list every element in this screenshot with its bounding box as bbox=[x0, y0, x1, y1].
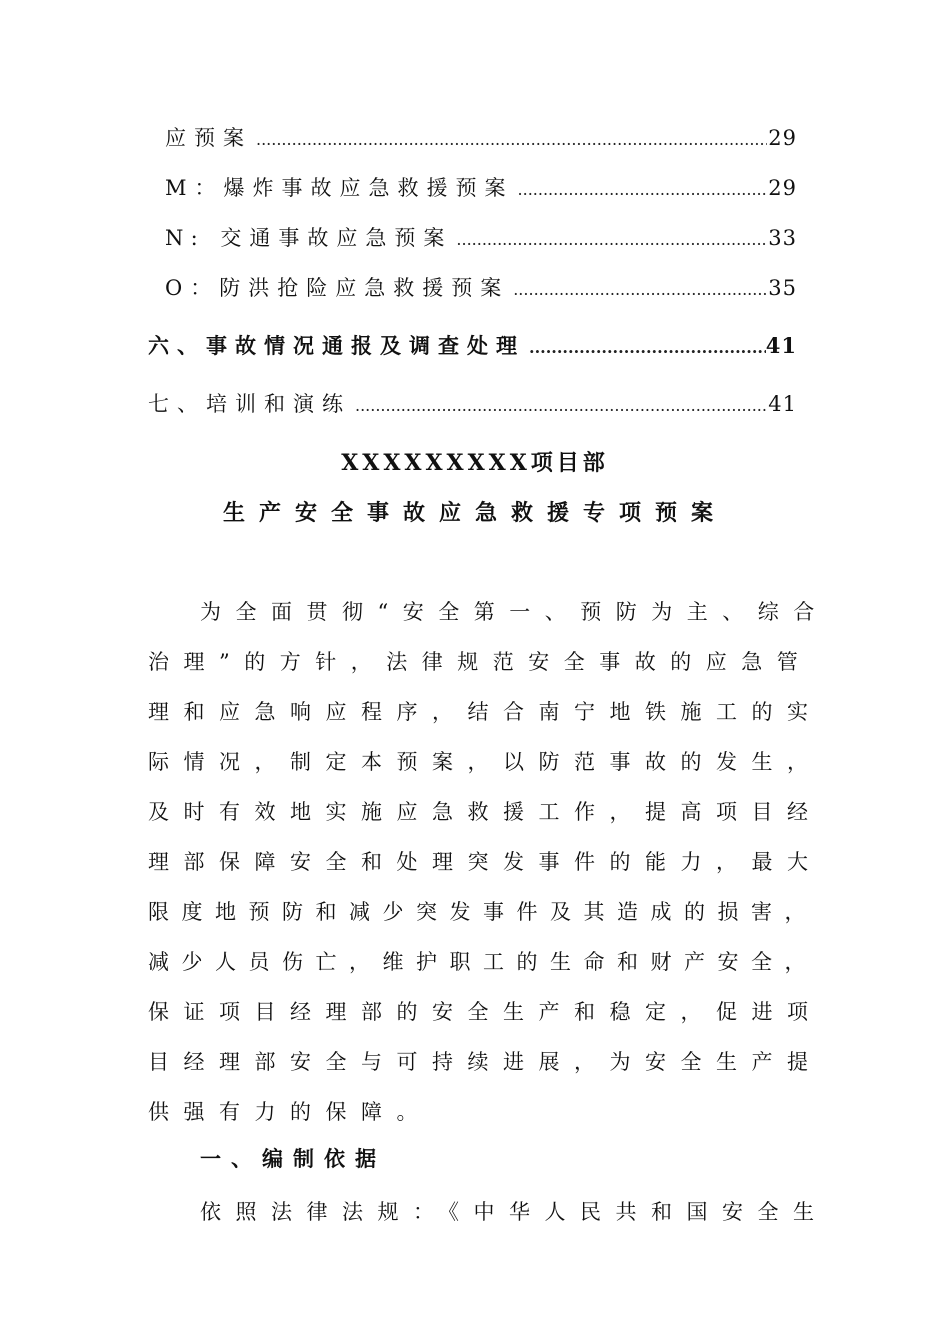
paragraph-line: 理和应急响应程序，结合南宁地铁施工的实 bbox=[148, 700, 823, 724]
section-heading: 一、编制依据 bbox=[200, 1146, 386, 1171]
toc-item[interactable] bbox=[165, 172, 797, 202]
paragraph-line: 治理”的方针，法律规范安全事故的应急管 bbox=[148, 650, 813, 674]
paragraph-line: 为全面贯彻“安全第一、预防为主、综合 bbox=[200, 600, 829, 624]
toc-item-page: 29 bbox=[768, 176, 797, 200]
toc-item-page: 33 bbox=[768, 226, 797, 250]
toc-item-title: M：爆炸事故应急救援预案 bbox=[165, 176, 514, 200]
toc-item-page: 35 bbox=[768, 276, 797, 300]
toc-item-page: 29 bbox=[768, 126, 797, 150]
paragraph-line: 理部保障安全和处理突发事件的能力，最大 bbox=[148, 850, 823, 874]
toc-item-title: N: 交通事故应急预案 bbox=[165, 226, 453, 250]
paragraph-line: 保证项目经理部的安全生产和稳定，促进项 bbox=[148, 1000, 823, 1024]
toc-item[interactable] bbox=[165, 122, 797, 152]
toc-leader-dots bbox=[509, 280, 767, 299]
paragraph-line: 际情况，制定本预案，以防范事故的发生， bbox=[148, 750, 823, 774]
paragraph-line: 及时有效地实施应急救援工作，提高项目经 bbox=[148, 800, 823, 824]
toc-item-page: 41 bbox=[768, 392, 797, 416]
toc-item-title: O：防洪抢险应急救援预案 bbox=[165, 276, 510, 300]
plan-title: 生产安全事故应急救援专项预案 bbox=[222, 500, 727, 526]
toc-item[interactable] bbox=[165, 222, 797, 252]
toc-leader-dots bbox=[525, 338, 766, 357]
toc-item-page: 41 bbox=[765, 333, 797, 358]
toc-item-title: 六、事故情况通报及调查处理 bbox=[148, 333, 525, 358]
paragraph-line: 供强有力的保障。 bbox=[148, 1100, 432, 1124]
toc-leader-dots bbox=[514, 180, 767, 199]
paragraph-line: 目经理部安全与可持续进展，为安全生产提 bbox=[148, 1050, 823, 1074]
paragraph-line: 减少人员伤亡，维护职工的生命和财产安全， bbox=[148, 950, 818, 974]
paragraph-line: 依照法律法规：《中华人民共和国安全生 bbox=[200, 1200, 829, 1224]
toc-leader-dots bbox=[351, 396, 767, 415]
toc-leader-dots bbox=[452, 230, 767, 249]
toc-item[interactable] bbox=[148, 330, 797, 360]
org-title: XXXXXXXXX项目部 bbox=[341, 450, 609, 476]
toc-leader-dots bbox=[252, 130, 767, 149]
toc-item[interactable] bbox=[148, 388, 797, 418]
toc-item-title: 七、培训和演练 bbox=[148, 392, 351, 416]
toc-item[interactable] bbox=[165, 272, 797, 302]
toc-item-title: 应预案 bbox=[165, 126, 252, 150]
paragraph-line: 限度地预防和减少突发事件及其造成的损害， bbox=[148, 900, 818, 924]
